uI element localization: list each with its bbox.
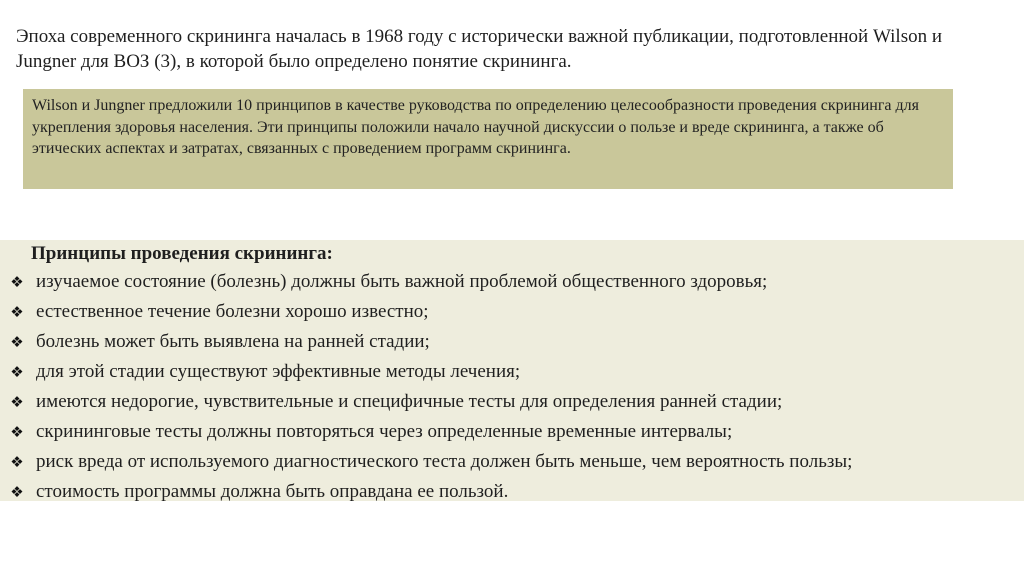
list-item-text: стоимость программы должна быть оправдана ее пользой. xyxy=(36,481,509,502)
list-item xyxy=(0,417,1010,447)
list-item xyxy=(0,477,1010,507)
list-item-text: болезнь может быть выявлена на ранней стадии; xyxy=(36,331,430,352)
diamond-bullet-icon: ❖ xyxy=(10,393,24,411)
list-item-text: имеются недорогие, чувствительные и специфичные тесты для определения ранней стадии; xyxy=(36,391,783,412)
list-item xyxy=(0,357,1010,387)
list-item xyxy=(0,327,1010,357)
list-item-text: изучаемое состояние (болезнь) должны быть важной проблемой общественного здоровья; xyxy=(36,271,768,292)
list-item-text: риск вреда от используемого диагностического теста должен быть меньше, чем вероятность пользы; xyxy=(36,451,853,472)
screening-principles-panel xyxy=(0,240,1024,501)
diamond-bullet-icon: ❖ xyxy=(10,273,24,291)
wilson-jungner-note-box xyxy=(23,89,953,189)
list-item xyxy=(0,387,1010,417)
intro-paragraph: Эпоха современного скрининга началась в 1968 году с исторически важной публикации, подготовленной Wilson и Jungner для ВОЗ (3), в которой было определено понятие скрининга. xyxy=(16,26,942,72)
list-item xyxy=(0,297,1010,327)
principles-title: Принципы проведения скрининга: xyxy=(31,243,333,264)
list-item-text: скрининговые тесты должны повторяться через определенные временные интервалы; xyxy=(36,421,733,442)
diamond-bullet-icon: ❖ xyxy=(10,303,24,321)
list-item xyxy=(0,267,1010,297)
diamond-bullet-icon: ❖ xyxy=(10,333,24,351)
list-item-text: естественное течение болезни хорошо известно; xyxy=(36,301,429,322)
principles-list xyxy=(0,267,1010,507)
diamond-bullet-icon: ❖ xyxy=(10,483,24,501)
list-item-text: для этой стадии существуют эффективные методы лечения; xyxy=(36,361,521,382)
diamond-bullet-icon: ❖ xyxy=(10,363,24,381)
diamond-bullet-icon: ❖ xyxy=(10,423,24,441)
diamond-bullet-icon: ❖ xyxy=(10,453,24,471)
note-box-text: Wilson и Jungner предложили 10 принципов в качестве руководства по определению целесообразности проведения скрининга для укрепления здоровья населения. Эти принципы положили начало научной дискуссии о пользе и вреде скрининга, а также об этических аспектах и затратах, связанных с проведением программ скрининга. xyxy=(32,97,919,157)
list-item xyxy=(0,447,1010,477)
